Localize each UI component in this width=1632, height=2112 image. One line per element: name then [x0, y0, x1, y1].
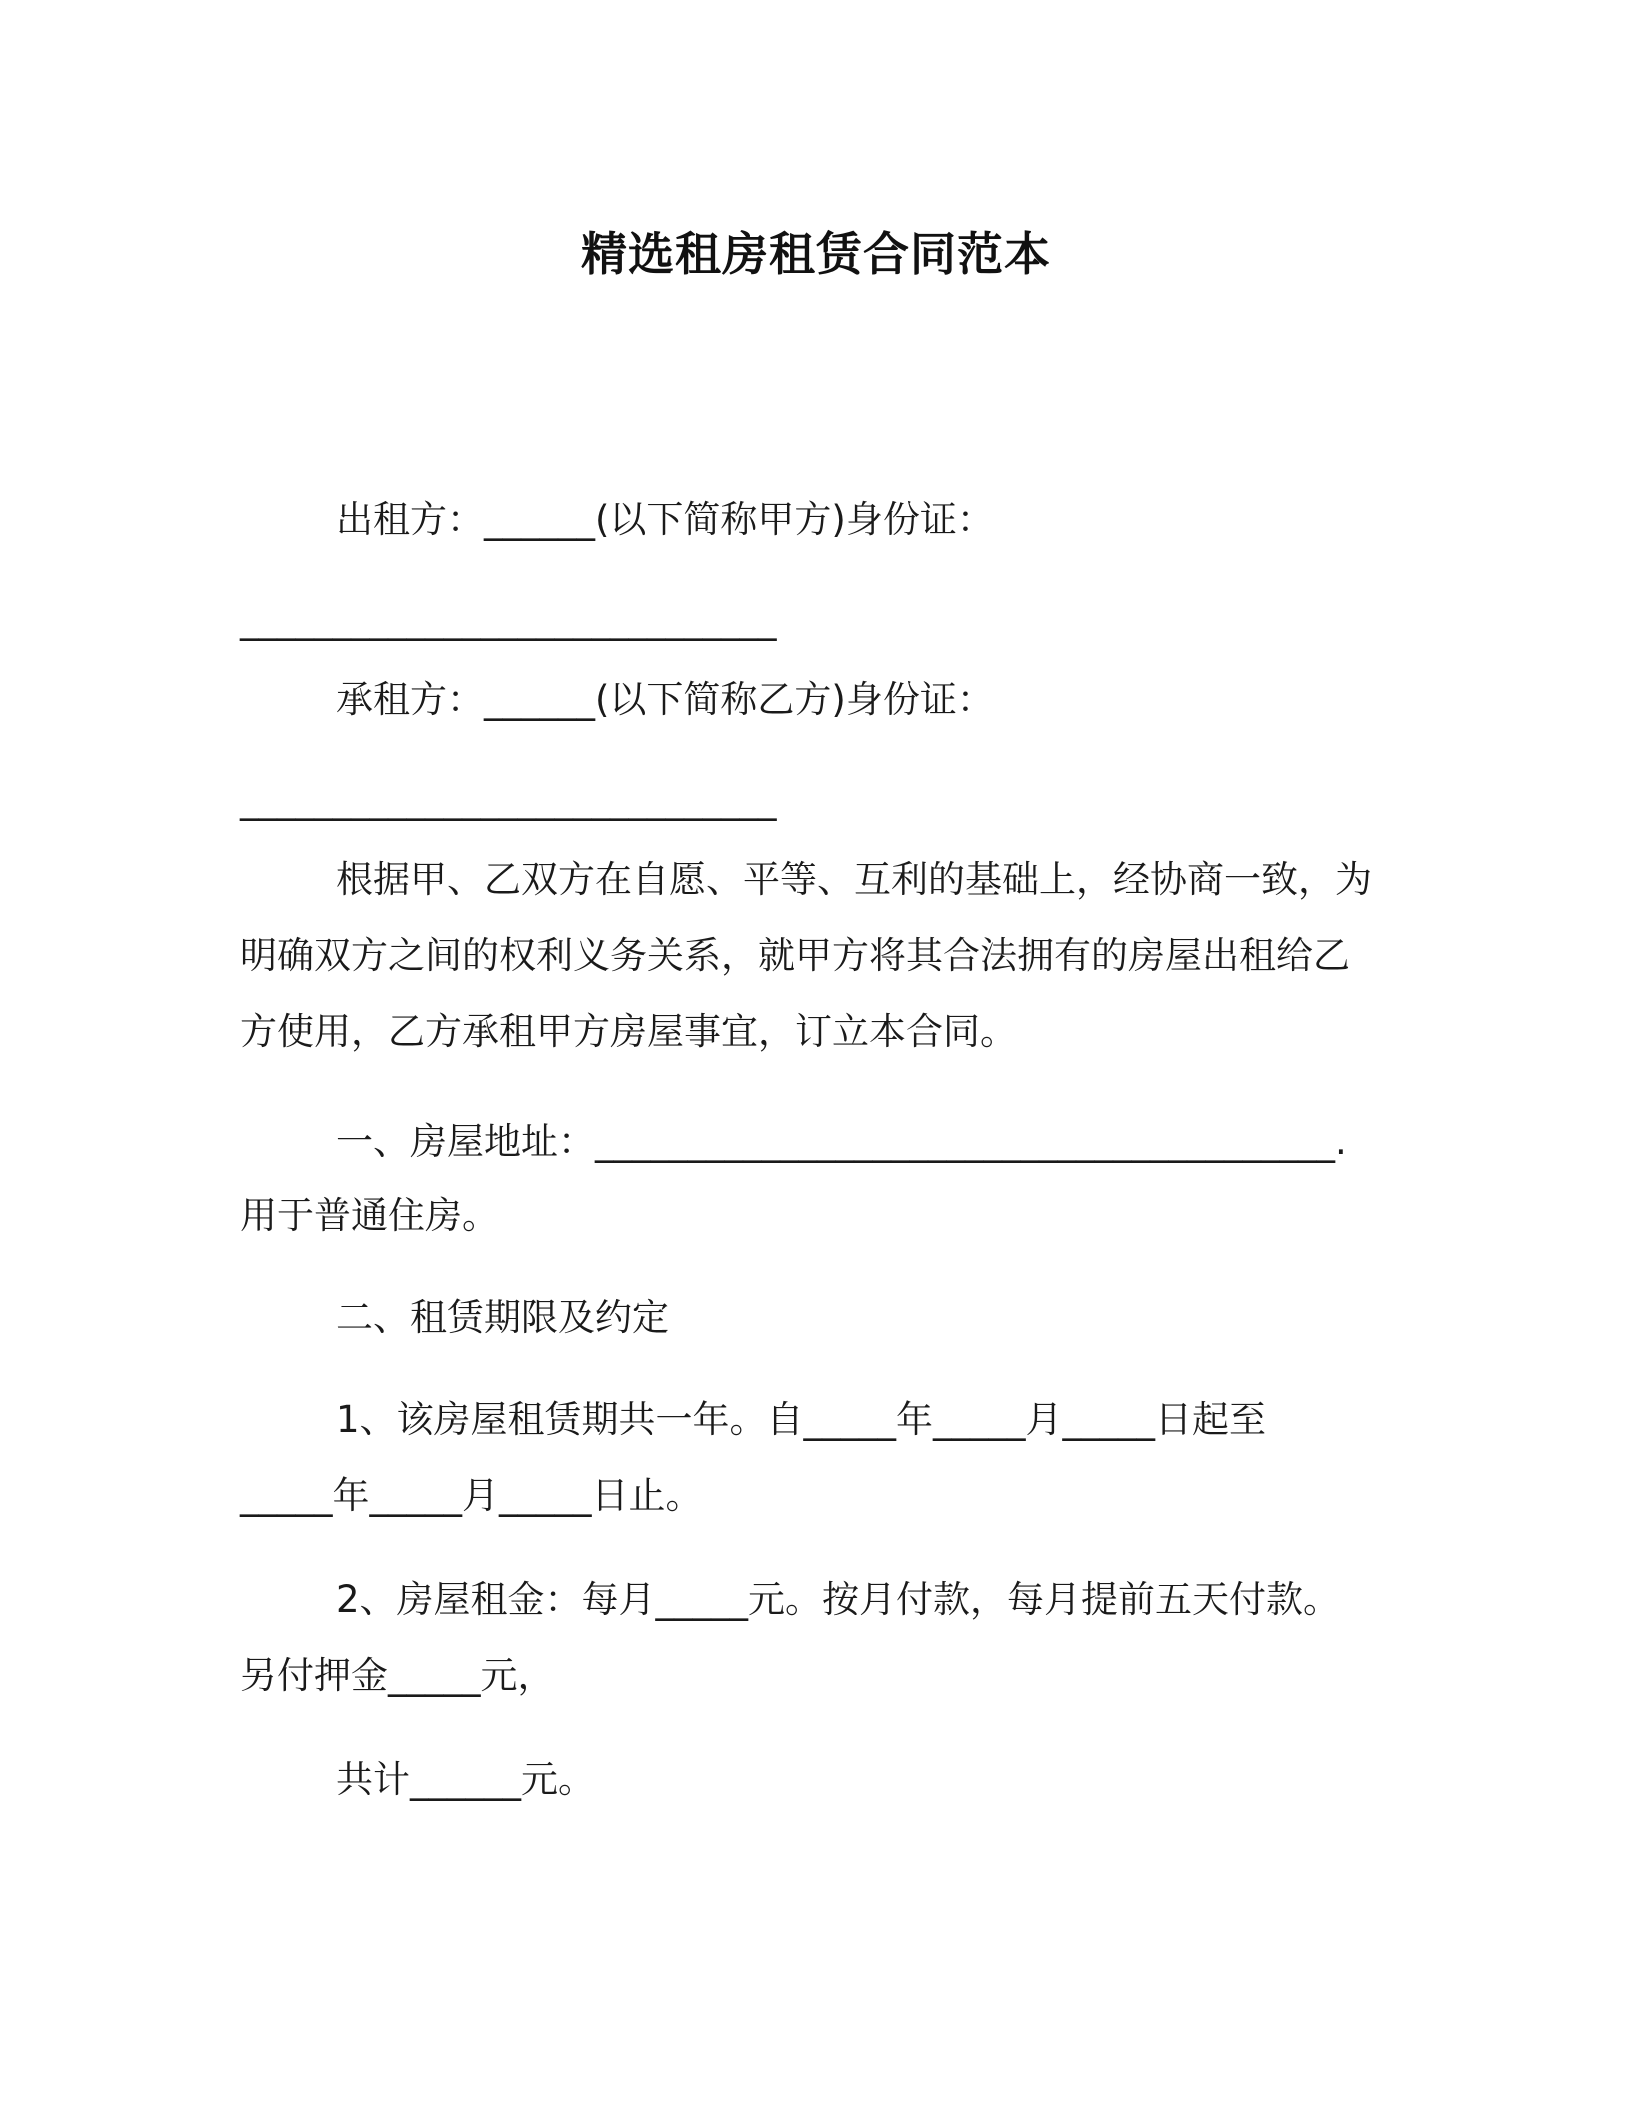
preamble-line-1: 根据甲、乙双方在自愿、平等、互利的基础上，经协商一致，为 — [336, 858, 1372, 901]
lessor-id-line: _____________________________ — [240, 598, 777, 641]
clause1-line-2: _____年_____月_____日止。 — [240, 1474, 703, 1517]
total-line: 共计______元。 — [336, 1758, 595, 1801]
clause2-line-1: 2、房屋租金：每月_____元。按月付款，每月提前五天付款。 — [336, 1578, 1341, 1621]
section2-heading: 二、租赁期限及约定 — [336, 1296, 669, 1339]
lessee-id-line: _____________________________ — [240, 778, 777, 821]
lessee-line: 承租方：______(以下简称乙方)身份证： — [336, 678, 994, 721]
clause2-line-2: 另付押金_____元， — [240, 1654, 555, 1697]
preamble-line-2: 明确双方之间的权利义务关系，就甲方将其合法拥有的房屋出租给乙 — [240, 934, 1350, 977]
preamble-line-3: 方使用，乙方承租甲方房屋事宜，订立本合同。 — [240, 1010, 1017, 1053]
section1-line-2: 用于普通住房。 — [240, 1194, 499, 1237]
clause1-line-1: 1、该房屋租赁期共一年。自_____年_____月_____日起至 — [336, 1398, 1267, 1441]
section1-line-1: 一、房屋地址：________________________________________. — [336, 1120, 1347, 1163]
lessor-line: 出租方：______(以下简称甲方)身份证： — [336, 498, 994, 541]
document-title: 精选租房租赁合同范本 — [581, 227, 1051, 281]
